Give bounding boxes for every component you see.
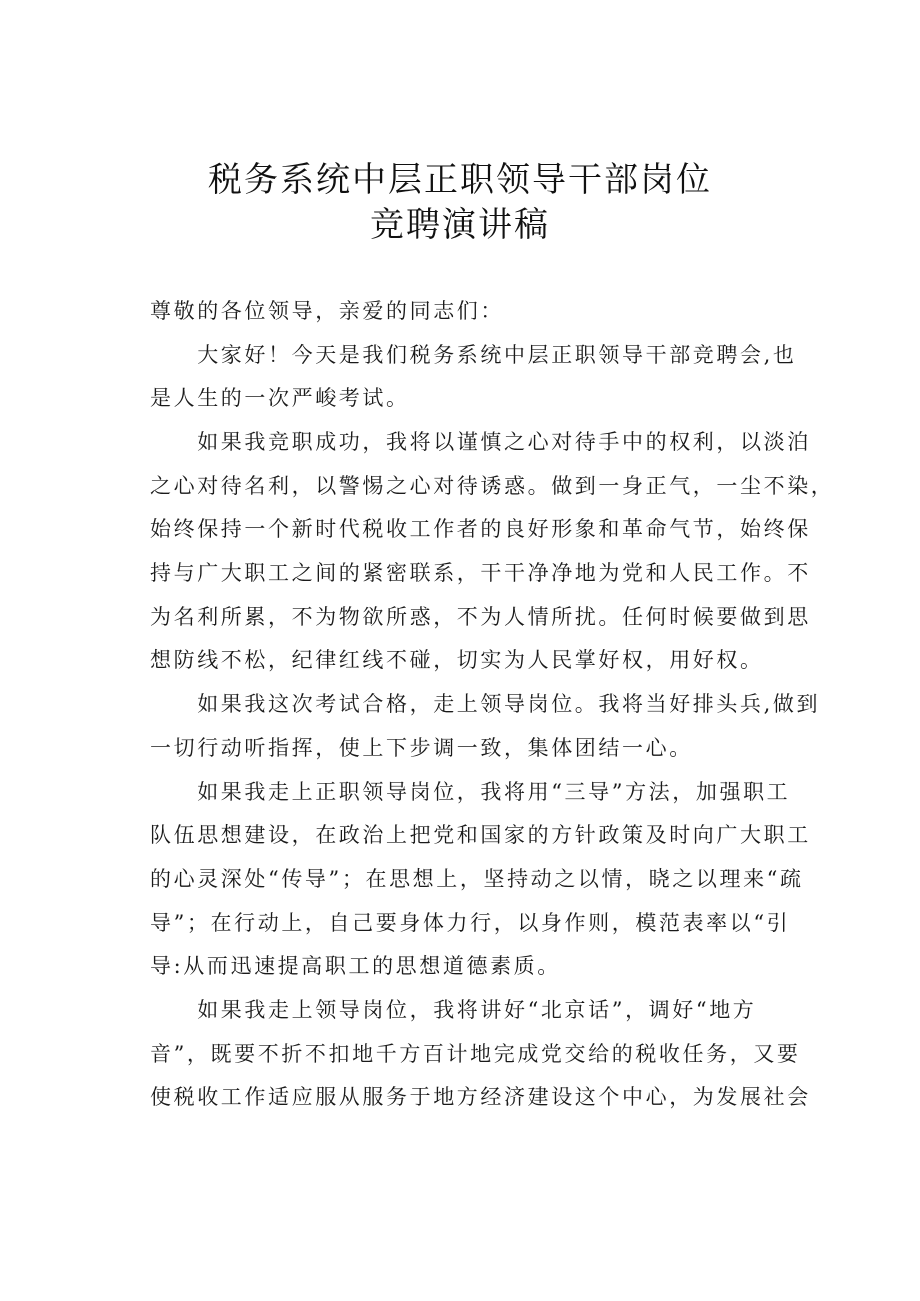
text-line: 如果我竞职成功，我将以谨慎之心对待手中的权利，以淡泊	[150, 430, 811, 454]
text-line: 始终保持一个新时代税收工作者的良好形象和革命气节，始终保	[150, 517, 811, 541]
text-line: 为名利所累，不为物欲所惑，不为人情所扰。任何时候要做到思	[150, 605, 811, 629]
text-line: 使税收工作适应服从服务于地方经济建设这个中心，为发展社会	[150, 1085, 811, 1109]
text-line: 大家好！今天是我们税务系统中层正职领导干部竞聘会,也	[150, 343, 797, 367]
text-line: 队伍思想建设，在政治上把党和国家的方针政策及时向广大职工	[150, 823, 811, 847]
text-line: 导:从而迅速提高职工的思想道德素质。	[150, 954, 561, 978]
text-line: 如果我这次考试合格，走上领导岗位。我将当好排头兵,做到	[150, 692, 821, 716]
text-line: 的心灵深处“传导”；在思想上，坚持动之以情，晓之以理来“疏	[150, 867, 804, 891]
text-line: 持与广大职工之间的紧密联系，干干净净地为党和人民工作。不	[150, 561, 811, 585]
text-line: 导”；在行动上，自己要身体力行，以身作则，模范表率以“引	[150, 911, 791, 935]
document-title-line1: 税务系统中层正职领导干部岗位	[208, 160, 712, 200]
text-line: 是人生的一次严峻考试。	[150, 386, 410, 410]
text-line: 想防线不松，纪律红线不碰，切实为人民掌好权，用好权。	[150, 648, 764, 672]
text-line: 如果我走上领导岗位，我将讲好“北京话”，调好“地方	[150, 998, 757, 1022]
text-line: 音”，既要不折不扣地千方百计地完成党交给的税收任务，又要	[150, 1042, 801, 1066]
text-line: 之心对待名利，以警惕之心对待诱惑。做到一身正气，一尘不染，	[150, 474, 835, 498]
salutation-line: 尊敬的各位领导，亲爱的同志们：	[150, 299, 504, 323]
document-title-line2: 竞聘演讲稿	[370, 205, 550, 245]
text-line: 一切行动听指挥，使上下步调一致，集体团结一心。	[150, 736, 693, 760]
text-line: 如果我走上正职领导岗位，我将用“三导”方法，加强职工	[150, 780, 791, 804]
